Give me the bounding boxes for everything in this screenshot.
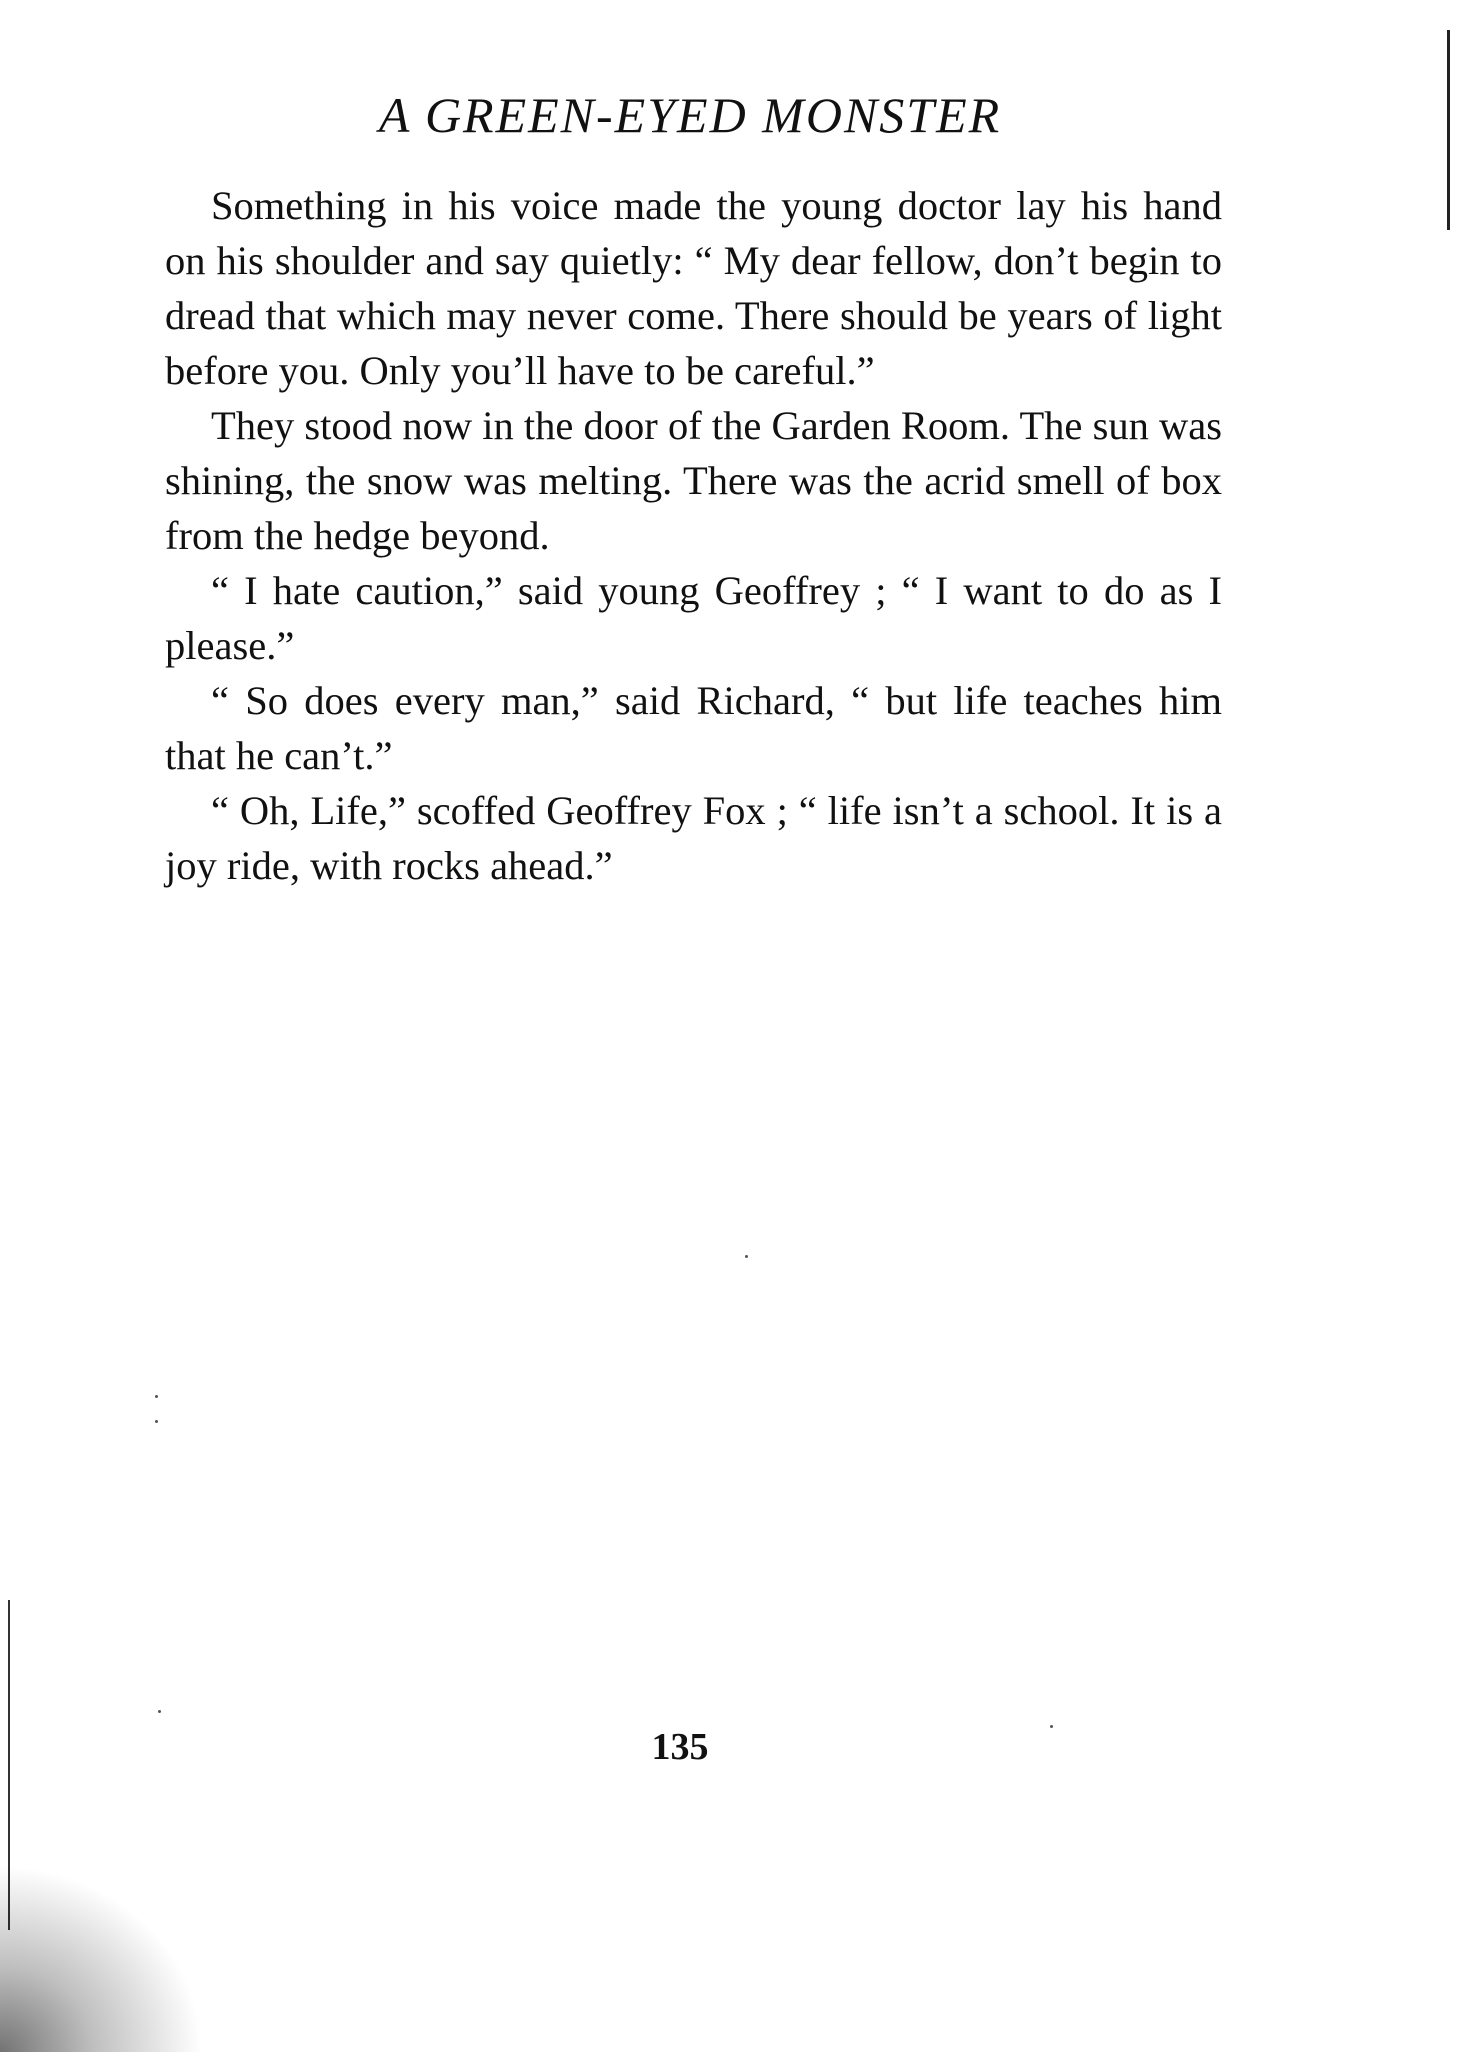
page-edge-line <box>1447 30 1450 230</box>
scan-speck <box>1050 1725 1053 1728</box>
scan-speck <box>158 1710 161 1713</box>
scan-speck <box>155 1395 158 1398</box>
body-text <box>165 178 1222 893</box>
paragraph: Something in his voice made the young doctor lay his hand on his shoulder and say quietly: “ My dear fellow, don’t begin to dread that which may never come. There should be years of light before you. Only you’ll have to be careful.” <box>165 183 1222 393</box>
scan-shadow <box>0 1850 220 2052</box>
scan-speck <box>155 1420 158 1423</box>
running-head: A GREEN-EYED MONSTER <box>378 87 1002 143</box>
paragraph: “ I hate caution,” said young Geoffrey ; “ I want to do as I please.” <box>165 568 1222 668</box>
paragraph: “ So does every man,” said Richard, “ but life teaches him that he can’t.” <box>165 678 1222 778</box>
scan-speck <box>745 1255 748 1258</box>
paragraph: “ Oh, Life,” scoffed Geoffrey Fox ; “ life isn’t a school. It is a joy ride, with rocks ahead.” <box>165 788 1222 888</box>
paragraph: They stood now in the door of the Garden Room. The sun was shining, the snow was melting. There was the acrid smell of box from the hedge beyond. <box>165 403 1222 558</box>
page-number: 135 <box>651 1726 709 1768</box>
